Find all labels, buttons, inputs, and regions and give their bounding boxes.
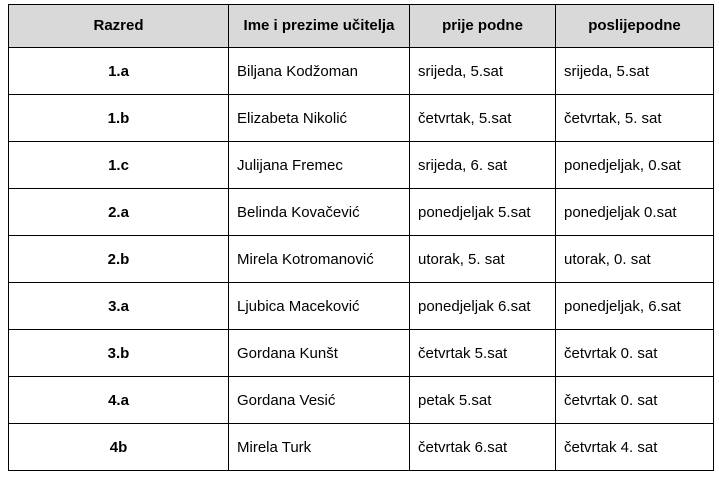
cell-poslijepodne: četvrtak 0. sat bbox=[556, 330, 714, 377]
cell-ucitelj: Gordana Vesić bbox=[229, 377, 410, 424]
cell-prije-podne: četvrtak 6.sat bbox=[410, 424, 556, 471]
table-row bbox=[9, 142, 714, 189]
table-row bbox=[9, 377, 714, 424]
header-prije-podne: prije podne bbox=[410, 5, 556, 48]
cell-prije-podne: petak 5.sat bbox=[410, 377, 556, 424]
cell-prije-podne: četvrtak 5.sat bbox=[410, 330, 556, 377]
schedule-table bbox=[8, 4, 714, 471]
table-row bbox=[9, 189, 714, 236]
header-ucitelj: Ime i prezime učitelja bbox=[229, 5, 410, 48]
cell-ucitelj: Julijana Fremec bbox=[229, 142, 410, 189]
cell-poslijepodne: utorak, 0. sat bbox=[556, 236, 714, 283]
cell-prije-podne: srijeda, 5.sat bbox=[410, 48, 556, 95]
header-poslijepodne: poslijepodne bbox=[556, 5, 714, 48]
cell-ucitelj: Elizabeta Nikolić bbox=[229, 95, 410, 142]
cell-razred: 3.a bbox=[9, 283, 229, 330]
cell-prije-podne: utorak, 5. sat bbox=[410, 236, 556, 283]
cell-poslijepodne: ponedjeljak 0.sat bbox=[556, 189, 714, 236]
cell-ucitelj: Biljana Kodžoman bbox=[229, 48, 410, 95]
cell-razred: 1.c bbox=[9, 142, 229, 189]
table-header-row bbox=[9, 5, 714, 48]
table-row bbox=[9, 283, 714, 330]
cell-ucitelj: Ljubica Maceković bbox=[229, 283, 410, 330]
cell-poslijepodne: četvrtak 0. sat bbox=[556, 377, 714, 424]
cell-prije-podne: ponedjeljak 6.sat bbox=[410, 283, 556, 330]
cell-razred: 3.b bbox=[9, 330, 229, 377]
cell-prije-podne: četvrtak, 5.sat bbox=[410, 95, 556, 142]
cell-ucitelj: Belinda Kovačević bbox=[229, 189, 410, 236]
cell-razred: 1.a bbox=[9, 48, 229, 95]
cell-razred: 4b bbox=[9, 424, 229, 471]
cell-poslijepodne: srijeda, 5.sat bbox=[556, 48, 714, 95]
cell-ucitelj: Mirela Kotromanović bbox=[229, 236, 410, 283]
table-row bbox=[9, 236, 714, 283]
cell-razred: 4.a bbox=[9, 377, 229, 424]
cell-prije-podne: srijeda, 6. sat bbox=[410, 142, 556, 189]
cell-poslijepodne: ponedjeljak, 6.sat bbox=[556, 283, 714, 330]
cell-razred: 2.b bbox=[9, 236, 229, 283]
table-row bbox=[9, 48, 714, 95]
cell-poslijepodne: četvrtak 4. sat bbox=[556, 424, 714, 471]
cell-poslijepodne: četvrtak, 5. sat bbox=[556, 95, 714, 142]
cell-razred: 2.a bbox=[9, 189, 229, 236]
cell-poslijepodne: ponedjeljak, 0.sat bbox=[556, 142, 714, 189]
table-row bbox=[9, 424, 714, 471]
cell-prije-podne: ponedjeljak 5.sat bbox=[410, 189, 556, 236]
cell-ucitelj: Mirela Turk bbox=[229, 424, 410, 471]
cell-razred: 1.b bbox=[9, 95, 229, 142]
header-razred: Razred bbox=[9, 5, 229, 48]
cell-ucitelj: Gordana Kunšt bbox=[229, 330, 410, 377]
table-row bbox=[9, 95, 714, 142]
table-row bbox=[9, 330, 714, 377]
